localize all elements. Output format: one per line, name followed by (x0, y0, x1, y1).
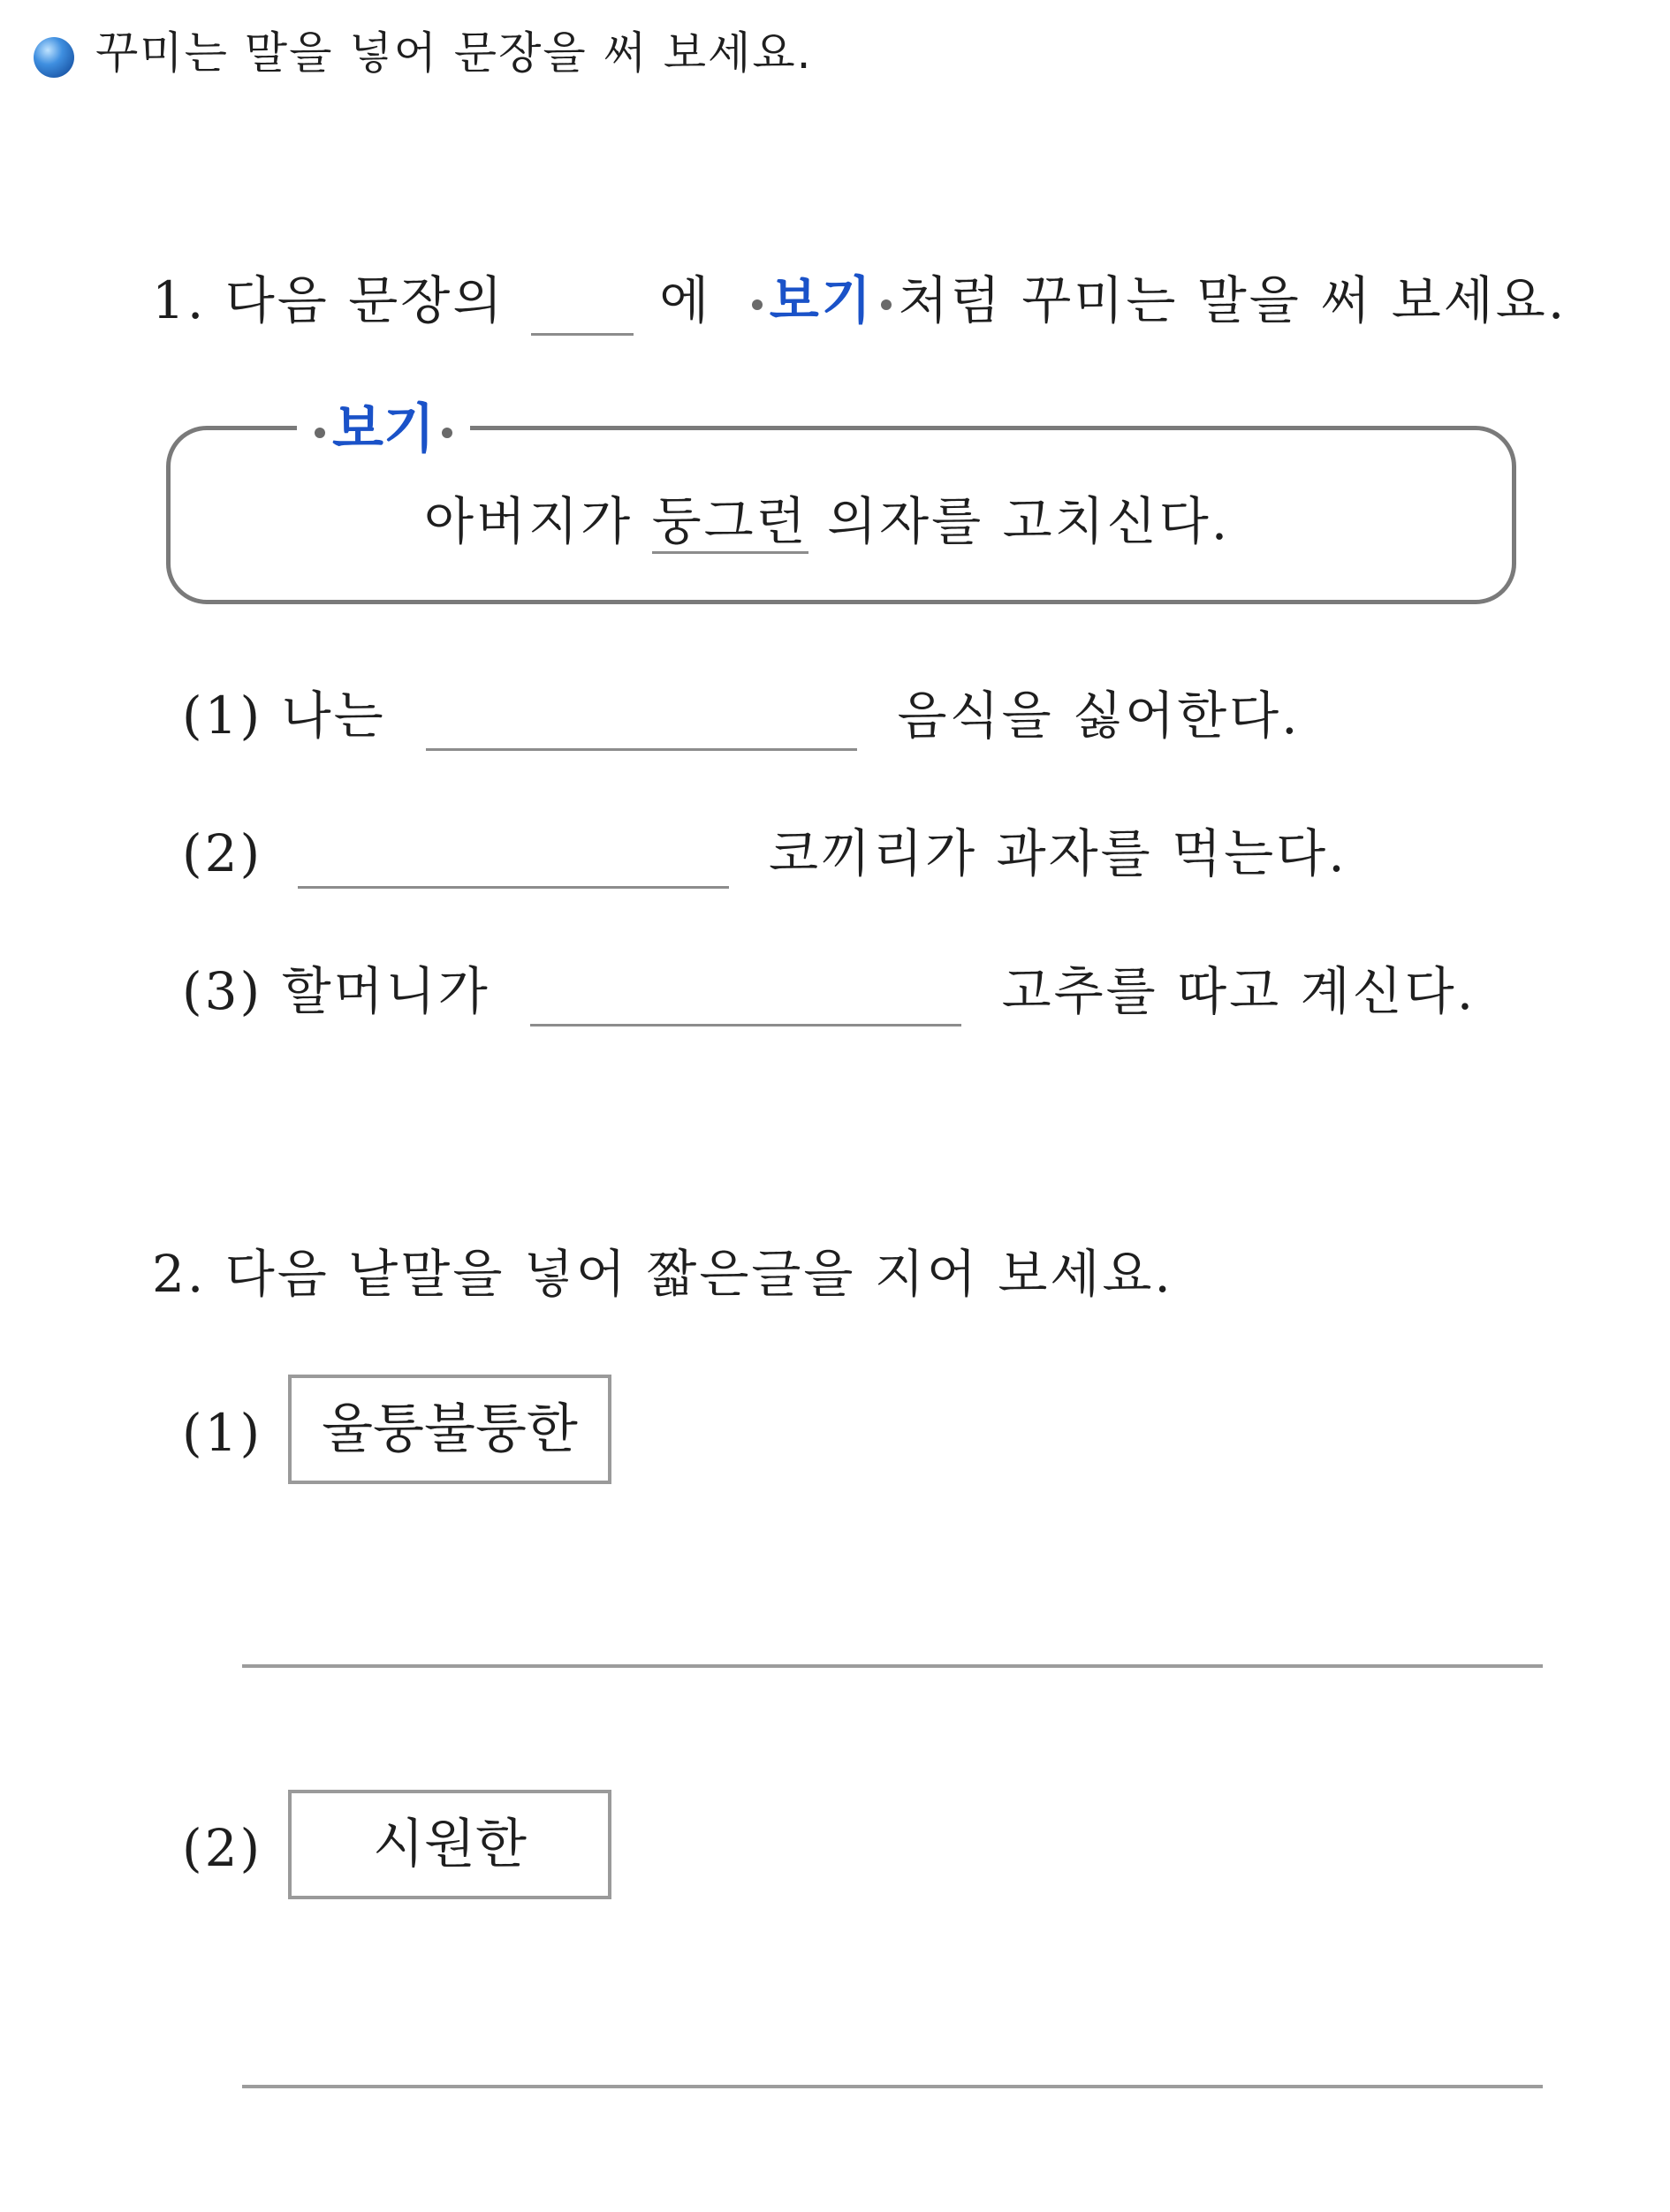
q1-item-3-number: (3) (182, 961, 263, 1021)
q1-item-3-before: 할머니가 (281, 961, 490, 1021)
tag-dot-left (752, 299, 763, 310)
q1-item-2-number: (2) (182, 823, 263, 883)
tag-dot-right (881, 299, 892, 310)
example-tag: 보기 (769, 270, 874, 330)
question-1-number: 1. (152, 270, 207, 330)
label-dot-left (315, 428, 325, 438)
example-sentence-after: 의자를 고치신다. (827, 491, 1231, 551)
example-sentence (424, 486, 1230, 557)
q1-item-1-number: (1) (182, 686, 263, 746)
prompt-blank-sample (531, 284, 634, 336)
question-2-number: 2. (152, 1244, 207, 1304)
q1-item-3-answer-blank[interactable] (530, 974, 961, 1026)
question-1-text-after: 처럼 꾸미는 말을 써 보세요. (898, 270, 1568, 330)
q1-item-2 (182, 818, 1347, 889)
q2-item-2-answer-line[interactable] (242, 2085, 1543, 2088)
q1-item-1-after: 음식을 싫어한다. (897, 686, 1301, 746)
q1-item-3-after: 고추를 따고 계신다. (1001, 961, 1476, 1021)
q2-item-2-number: (2) (182, 1818, 263, 1878)
q1-item-1-answer-blank[interactable] (426, 699, 857, 751)
example-box-label-text: 보기 (332, 398, 435, 460)
q2-item-1-number: (1) (182, 1403, 263, 1463)
example-box-label (297, 398, 470, 461)
q2-item-1-answer-line[interactable] (242, 1664, 1543, 1668)
example-modifier: 둥그런 (652, 491, 808, 554)
bullet-icon (34, 37, 74, 78)
question-1-text-before: 다음 문장의 (224, 270, 505, 330)
question-1-text-mid: 에 (659, 270, 712, 330)
q1-item-1 (182, 680, 1301, 751)
q1-item-3 (182, 956, 1476, 1026)
page-instruction: 꾸미는 말을 넣어 문장을 써 보세요. (95, 27, 813, 79)
question-1-prompt (152, 265, 1567, 336)
q1-item-2-answer-blank[interactable] (298, 837, 729, 889)
q1-item-1-before: 나는 (281, 686, 386, 746)
q2-item-2-word-box: 시원한 (288, 1790, 611, 1899)
question-2-text: 다음 낱말을 넣어 짧은글을 지어 보세요. (224, 1244, 1173, 1304)
question-2-prompt (152, 1239, 1173, 1309)
label-dot-right (442, 428, 452, 438)
q2-item-1-word-box: 울퉁불퉁한 (288, 1375, 611, 1484)
q1-item-2-after: 코끼리가 과자를 먹는다. (769, 823, 1347, 883)
example-sentence-before: 아버지가 (424, 491, 634, 551)
